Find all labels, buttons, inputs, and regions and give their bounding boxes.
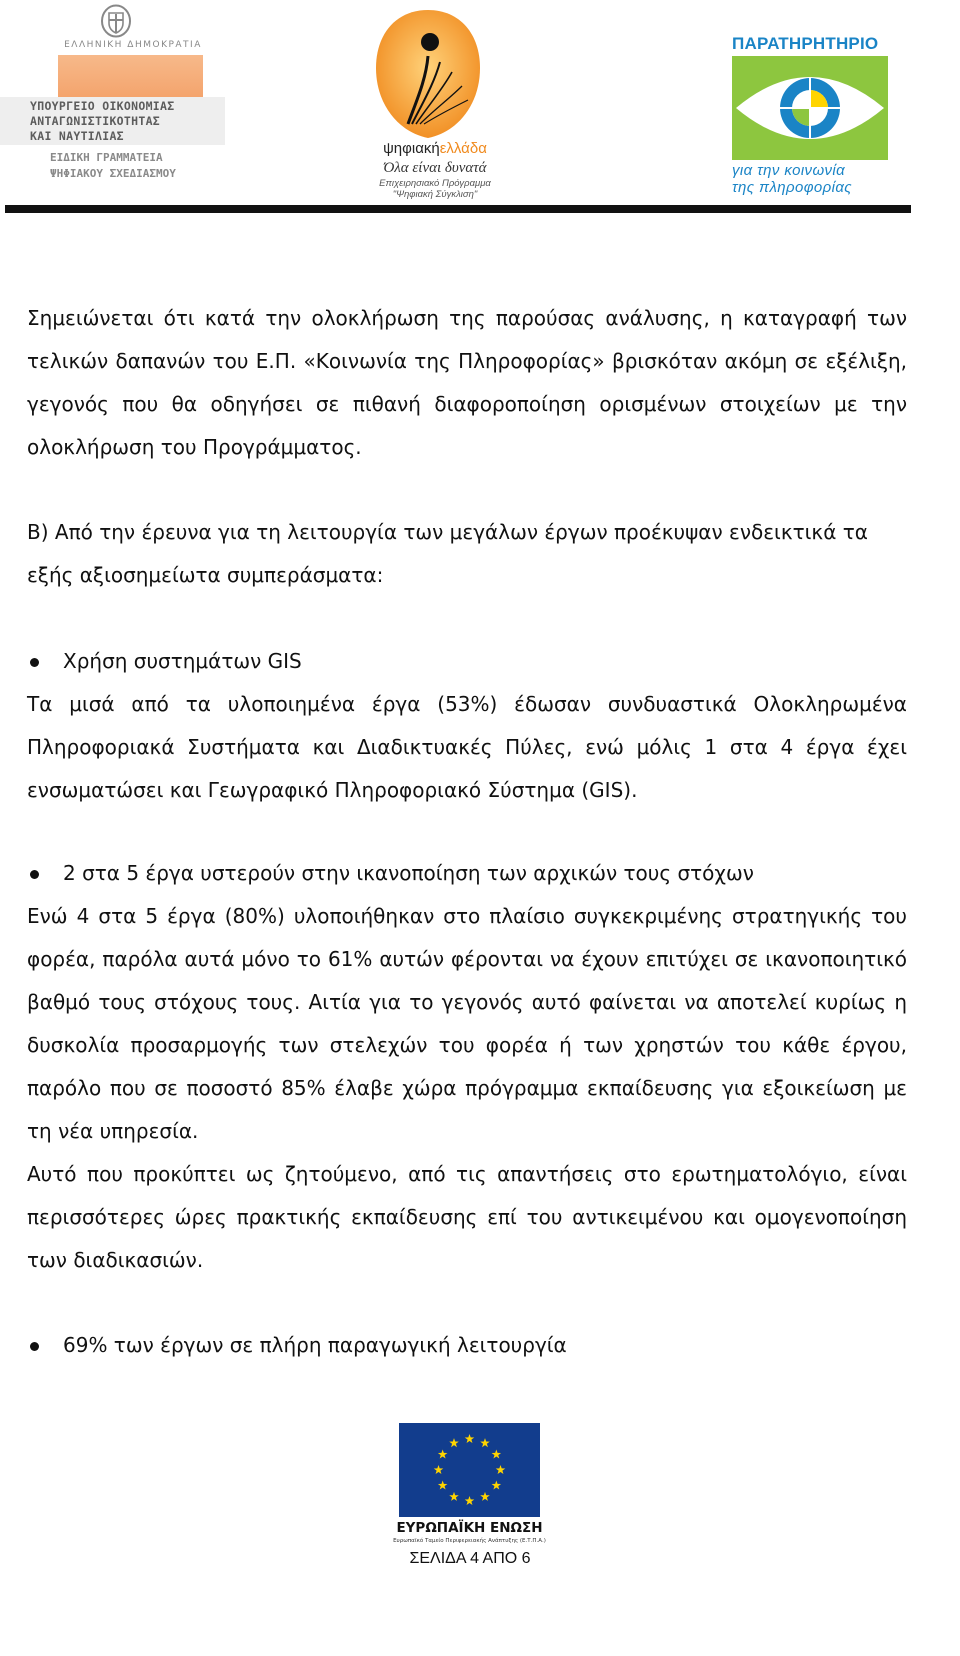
bullet-dot-icon xyxy=(30,658,39,667)
brand-highlight: ελλάδα xyxy=(439,140,487,157)
republic-label: ΕΛΛΗΝΙΚΗ ΔΗΜΟΚΡΑΤΙΑ xyxy=(64,40,202,50)
bullet-title: Χρήση συστημάτων GIS xyxy=(63,649,302,673)
program-line: "Ψηφιακή Σύγκλιση" xyxy=(392,189,478,200)
paragraph-goals: Ενώ 4 στα 5 έργα (80%) υλοποιήθηκαν στο πλαίσιο συγκεκριμένης στρατηγικής του φορέα, παρόλα αυτά μόνο το 61% αυτών φέρονται να έχουν επιτύχει σε ικανοποιητικό βαθμό τους στόχους τους. Αιτία για το γεγονός αυτό φαίνεται να αποτελεί κυρίως η δυσκολία προσαρμογής των στελεχών του φορέα ή των χρηστών του κάθε έργου, παρόλο που σε ποσοστό 85% έλαβε χώρα πρόγραμμα εκπαίδευσης για εξοικείωση με τη νέα υπηρεσία. xyxy=(27,904,907,1143)
digital-greece-mark-icon xyxy=(368,6,488,142)
brand-slogan: Όλα είναι δυνατά xyxy=(383,160,487,176)
ministry-orange-band xyxy=(58,55,203,97)
bullet-title: 2 στα 5 έργα υστερούν στην ικανοποίηση των αρχικών τους στόχων xyxy=(63,861,754,885)
ministry-line: ΥΠΟΥΡΓΕΙΟ ΟΙΚΟΝΟΜΙΑΣ xyxy=(30,99,175,113)
observatory-tagline xyxy=(732,162,912,196)
secretariat-line: ΕΙΔΙΚΗ ΓΡΑΜΜΑΤΕΙΑ xyxy=(50,151,163,164)
bullet-dot-icon xyxy=(30,870,39,879)
observatory-tagline-line: για την κοινωνία xyxy=(732,162,846,179)
eu-flag-icon xyxy=(399,1423,540,1517)
ministry-line: ΑΝΤΑΓΩΝΙΣΤΙΚΟΤΗΤΑΣ xyxy=(30,114,161,128)
brand-prefix: ψηφιακή xyxy=(383,140,440,157)
observatory-logo xyxy=(718,20,918,196)
ministry-name xyxy=(30,99,220,144)
program-name xyxy=(350,178,520,200)
paragraph-expenses-note: Σημειώνεται ότι κατά την ολοκλήρωση της παρούσας ανάλυσης, η καταγραφή των τελικών δαπανών του Ε.Π. «Κοινωνία της Πληροφορίας» βρισκόταν ακόμη σε εξέλιξη, γεγονός που θα οδηγήσει σε πιθανή διαφοροποίηση ορισμένων στοιχείων με την ολοκλήρωση του Προγράμματος. xyxy=(27,306,907,459)
bullet-title: 69% των έργων σε πλήρη παραγωγική λειτουργία xyxy=(63,1333,567,1357)
bullet-dot-icon xyxy=(30,1342,39,1351)
ministry-line: ΚΑΙ ΝΑΥΤΙΛΙΑΣ xyxy=(30,129,124,143)
ministry-logo xyxy=(0,0,235,195)
observatory-title: ΠΑΡΑΤΗΡΗΤΗΡΙΟ xyxy=(732,34,879,53)
secretariat-name xyxy=(50,150,220,182)
observatory-eye-icon xyxy=(732,56,888,160)
brand-name xyxy=(350,140,520,157)
paragraph-gis: Τα μισά από τα υλοποιημένα έργα (53%) έδωσαν συνδυαστικά Ολοκληρωμένα Πληροφοριακά Συστήματα και Διαδικτυακές Πύλες, ενώ μόλις 1 στα 4 έργα έχει ενσωματώσει και Γεωγραφικό Πληροφοριακό Σύστημα (GIS). xyxy=(27,692,907,802)
paragraph-findings-intro: Β) Από την έρευνα για τη λειτουργία των μεγάλων έργων προέκυψαν ενδεικτικά τα εξής αξιοσημείωτα συμπεράσματα: xyxy=(27,520,868,587)
header-divider xyxy=(5,205,911,213)
page-number: ΣΕΛΙΔΑ 4 ΑΠΟ 6 xyxy=(409,1550,531,1567)
digital-greece-logo xyxy=(350,0,550,210)
program-line: Επιχειρησιακό Πρόγραμμα xyxy=(379,178,491,189)
secretariat-line: ΨΗΦΙΑΚΟΥ ΣΧΕΔΙΑΣΜΟΥ xyxy=(50,167,176,180)
greek-coat-of-arms-icon xyxy=(100,4,132,38)
eu-fund-label: Ευρωπαϊκό Ταμείο Περιφερειακής Ανάπτυξης (Ε.Τ.Π.Α.) xyxy=(393,1538,546,1544)
observatory-tagline-line: της πληροφορίας xyxy=(732,179,852,196)
eu-label: ΕΥΡΩΠΑΪΚΗ ΕΝΩΣΗ xyxy=(396,1520,543,1536)
paragraph-training: Αυτό που προκύπτει ως ζητούμενο, από τις απαντήσεις στο ερωτηματολόγιο, είναι περισσότερες ώρες πρακτικής εκπαίδευσης επί του αντικειμένου και ομογενοποίηση των διαδικασιών. xyxy=(27,1162,907,1272)
